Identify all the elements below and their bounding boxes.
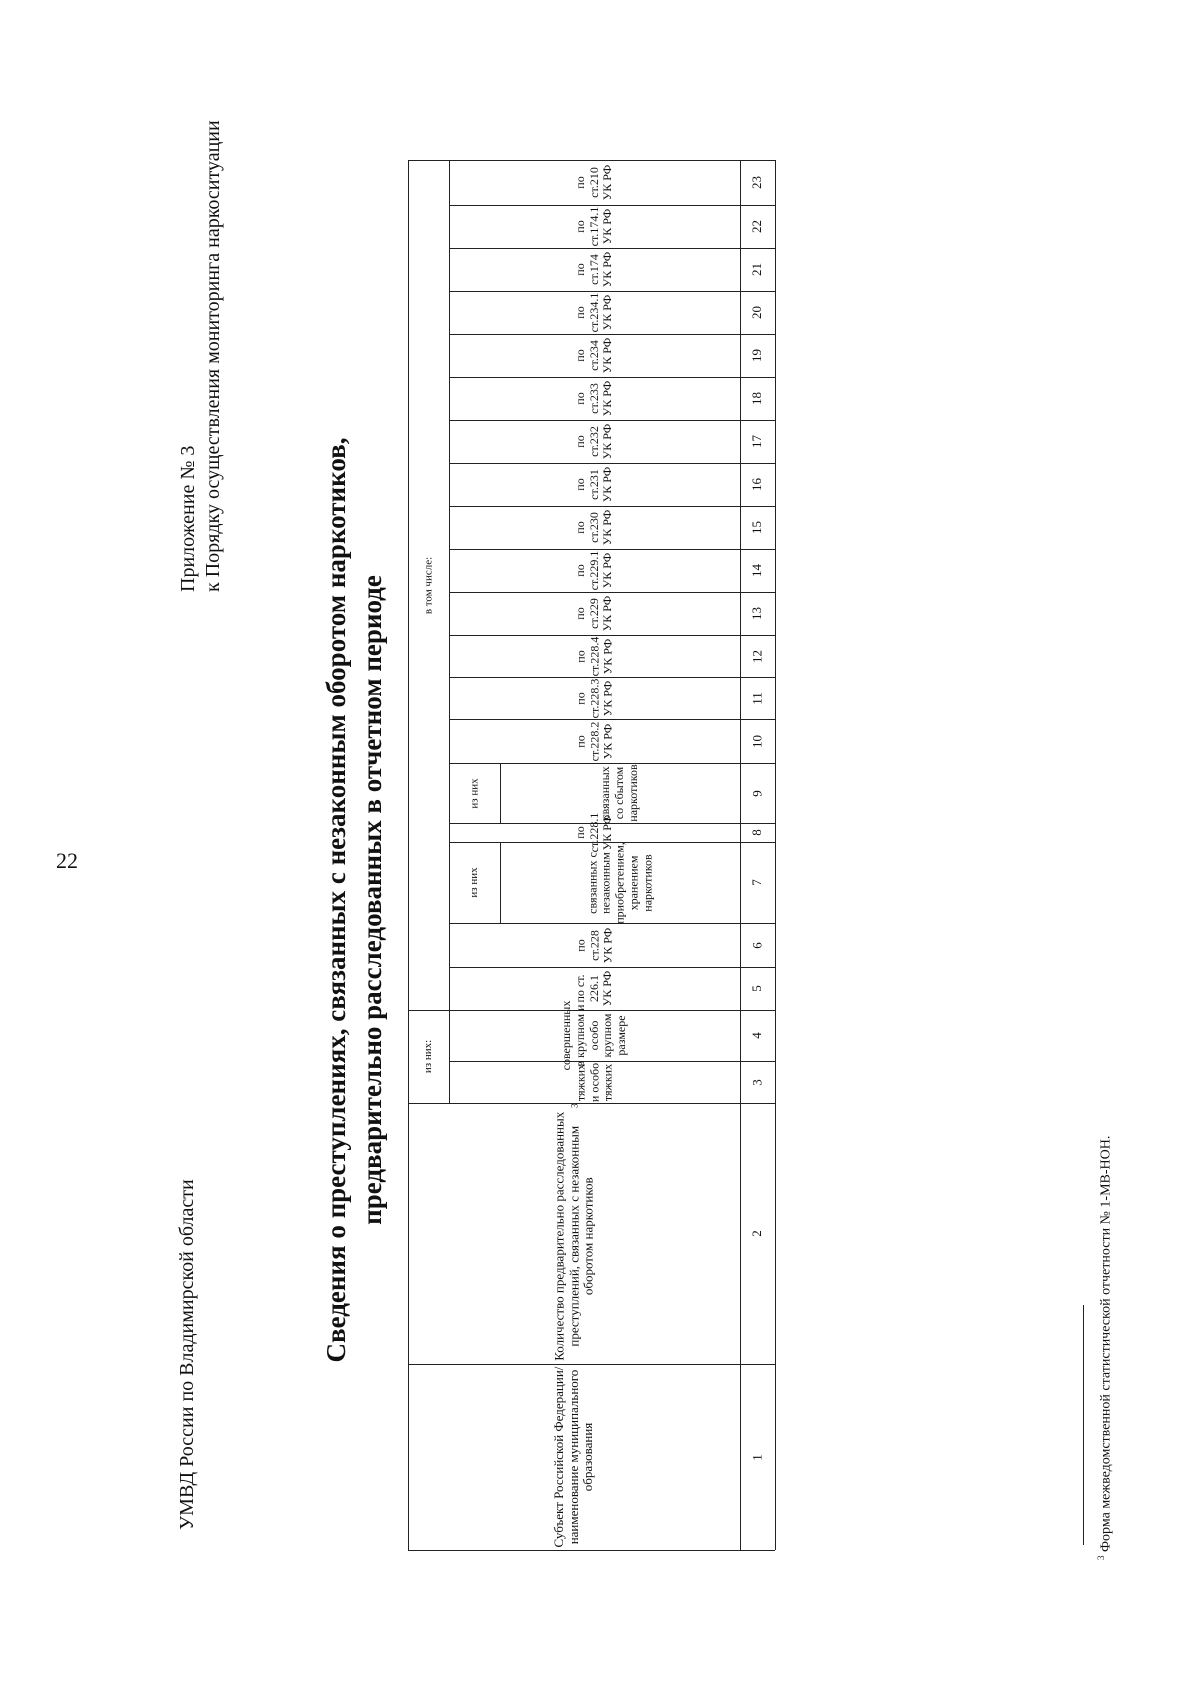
column-number-4 — [740, 1010, 775, 1061]
column-number-14-text: 14 — [749, 564, 765, 577]
column-number-3-text: 3 — [749, 1078, 765, 1086]
column-number-18 — [740, 377, 775, 420]
header-col-16-text: по ст.231 УК РФ — [572, 466, 615, 503]
group-header-v-tom-chisle-text: в том числе: — [422, 556, 435, 614]
appendix-line-2: к Порядку осуществления мониторинга наркоситуации — [202, 120, 224, 592]
column-number-18-text: 18 — [749, 392, 765, 405]
column-number-9-text: 9 — [749, 789, 765, 797]
column-number-23-text: 23 — [749, 176, 765, 189]
column-number-12 — [740, 635, 775, 677]
column-number-14 — [740, 549, 775, 592]
footnote — [1096, 1136, 1115, 1560]
column-number-7 — [740, 842, 775, 923]
header-col-1-text: Субъект Российской Федерации/ наименование муниципального образования — [550, 1366, 596, 1548]
header-col-23-text: по ст.210 УК РФ — [572, 164, 615, 201]
header-col-20 — [449, 291, 740, 334]
header-col-5 — [449, 967, 740, 1010]
column-number-5 — [740, 967, 775, 1010]
appendix-line-1: Приложение № 3 — [177, 445, 199, 592]
header-col-22 — [449, 205, 740, 248]
page-number: 22 — [56, 848, 78, 873]
header-col-5-text: по ст. 226.1 УК РФ — [572, 970, 615, 1007]
header-col-1 — [408, 1364, 740, 1550]
column-number-22-text: 22 — [749, 220, 765, 233]
subgroup-iz-nikh-col-9-text: из них — [468, 777, 481, 809]
header-col-9-text: связанных со сбытом наркотиков — [598, 764, 640, 822]
header-col-14 — [449, 549, 740, 592]
header-col-19-text: по ст.234 УК РФ — [572, 337, 615, 374]
header-col-17 — [449, 420, 740, 463]
header-col-12 — [449, 635, 740, 677]
header-col-2 — [408, 1103, 740, 1364]
column-number-6 — [740, 923, 775, 967]
group-header-iz-nikh-text: из них: — [422, 1039, 435, 1074]
document-title — [318, 400, 391, 1400]
header-col-13 — [449, 592, 740, 635]
group-header-iz-nikh — [408, 1010, 449, 1103]
header-col-10-text: по ст.228.2 УК РФ — [572, 721, 615, 761]
organization-name: УМВД России по Владимирской области — [176, 1179, 198, 1530]
header-col-4-text: совершенных в крупном и особо крупном размере — [559, 1000, 629, 1071]
column-number-11 — [740, 677, 775, 719]
header-col-21 — [449, 248, 740, 291]
footnote-marker: 3 — [1096, 1555, 1106, 1560]
column-number-2 — [740, 1103, 775, 1364]
column-number-17 — [740, 420, 775, 463]
column-number-12-text: 12 — [749, 649, 765, 663]
column-number-1-text: 1 — [749, 1453, 765, 1461]
column-number-8 — [740, 823, 775, 842]
header-col-18 — [449, 377, 740, 420]
header-col-12-text: по ст.228.4 УК РФ — [572, 636, 615, 676]
header-col-13-text: по ст.229 УК РФ — [572, 595, 615, 632]
header-col-19 — [449, 334, 740, 377]
column-number-13-text: 13 — [749, 607, 765, 620]
title-line-1: Сведения о преступлениях, связанных с незаконным оборотом наркотиков, — [321, 437, 351, 1363]
header-col-6-text: по ст.228 УК РФ — [572, 927, 615, 963]
column-number-19-text: 19 — [749, 349, 765, 362]
header-col-2-text: Количество предварительно расследованных преступлений, связанных с незаконным оборотом наркотиков — [550, 1111, 596, 1361]
header-col-7 — [500, 842, 740, 923]
header-col-20-text: по ст.234.1 УК РФ — [572, 292, 615, 333]
column-number-7-text: 7 — [749, 879, 765, 886]
table-border-left-edge — [408, 1550, 775, 1551]
column-number-20-text: 20 — [749, 306, 765, 319]
table-border-bottom-edge — [775, 160, 776, 1550]
column-number-21-text: 21 — [749, 263, 765, 276]
column-number-16 — [740, 463, 775, 506]
header-col-6 — [449, 923, 740, 967]
footnote-text: Форма межведомственной статистической отчетности № 1-МВ-НОН. — [1098, 1135, 1114, 1556]
column-number-6-text: 6 — [749, 941, 765, 949]
column-number-3 — [740, 1061, 775, 1103]
column-number-23 — [740, 160, 775, 205]
header-col-8-text: по ст.228.1 УК РФ — [572, 812, 615, 853]
header-col-15 — [449, 506, 740, 549]
column-number-15 — [740, 506, 775, 549]
header-col-21-text: по ст.174 УК РФ — [572, 251, 615, 288]
header-col-11 — [449, 677, 740, 719]
column-number-21 — [740, 248, 775, 291]
header-col-2-footnote-ref: 3 — [568, 1103, 579, 1108]
column-number-11-text: 11 — [749, 691, 765, 705]
subgroup-iz-nikh-col-9 — [449, 763, 500, 823]
column-number-22 — [740, 205, 775, 248]
column-number-19 — [740, 334, 775, 377]
footnote-separator — [1083, 1305, 1084, 1545]
column-number-20 — [740, 291, 775, 334]
header-col-23 — [449, 160, 740, 205]
column-number-15-text: 15 — [749, 521, 765, 534]
header-col-9 — [500, 763, 740, 823]
subgroup-iz-nikh-col-7-text: из них — [468, 867, 481, 898]
header-col-15-text: по ст.230 УК РФ — [572, 509, 615, 546]
column-number-17-text: 17 — [749, 435, 765, 448]
column-number-4-text: 4 — [749, 1032, 765, 1039]
header-col-16 — [449, 463, 740, 506]
column-number-5-text: 5 — [749, 985, 765, 992]
group-header-v-tom-chisle — [408, 160, 449, 1010]
header-col-22-text: по ст.174.1 УК РФ — [572, 206, 615, 247]
column-number-2-text: 2 — [749, 1230, 765, 1237]
column-number-13 — [740, 592, 775, 635]
header-col-4 — [449, 1000, 740, 1071]
appendix-reference — [176, 120, 226, 592]
column-number-9 — [740, 763, 775, 823]
column-number-8-text: 8 — [749, 829, 765, 836]
column-number-10 — [740, 719, 775, 763]
header-col-3-text: тяжких и особо тяжких — [572, 1062, 615, 1102]
header-col-7-text: связанных с незаконным приобретением, хранением наркотиков — [584, 841, 654, 924]
column-number-10-text: 10 — [749, 734, 765, 748]
header-col-8 — [449, 812, 740, 853]
title-line-2: предварительно расследованных в отчетном периоде — [357, 575, 388, 1225]
header-col-17-text: по ст.232 УК РФ — [572, 423, 615, 460]
column-number-16-text: 16 — [749, 478, 765, 491]
header-col-18-text: по ст.233 УК РФ — [572, 380, 615, 417]
subgroup-iz-nikh-col-7 — [449, 842, 500, 923]
header-col-10 — [449, 719, 740, 763]
header-col-11-text: по ст.228.3 УК РФ — [572, 678, 615, 718]
column-number-1 — [740, 1364, 775, 1550]
header-col-14-text: по ст.229.1 УК РФ — [572, 550, 615, 591]
